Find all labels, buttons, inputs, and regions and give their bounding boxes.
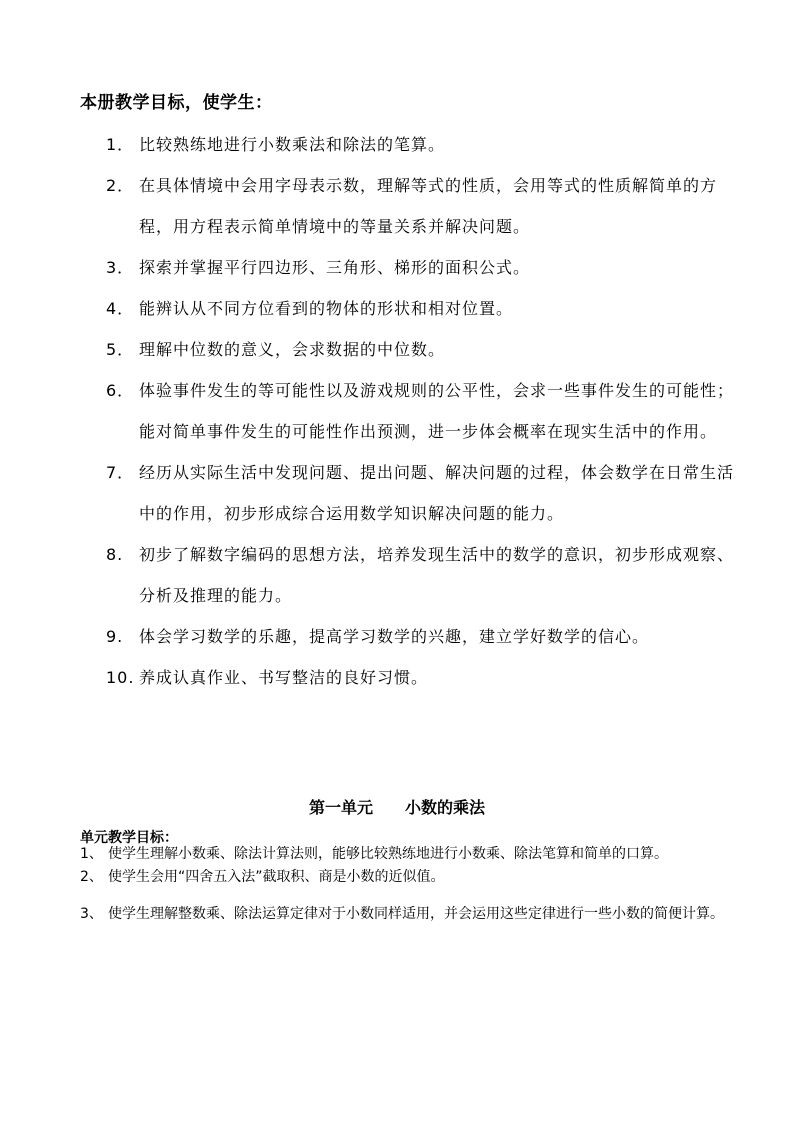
goal-number: 9. [106, 627, 124, 646]
unit-goal-number: 1、 [80, 846, 103, 862]
book-goals-heading: 本册教学目标，使学生： [80, 93, 273, 113]
goal-item [106, 165, 746, 247]
goal-number: 10. [106, 668, 135, 687]
unit-goal-number: 3、 [80, 906, 103, 922]
unit-goals-list [80, 845, 730, 923]
unit-goal-text: 使学生理解整数乘、除法运算定律对于小数同样适用，并会运用这些定律进行一些小数的简便计算。 [108, 906, 724, 922]
unit-goal-text: 使学生理解小数乘、除法计算法则，能够比较熟练地进行小数乘、除法笔算和简单的口算。 [108, 846, 668, 862]
goal-text: 探索并掌握平行四边形、三角形、梯形的面积公式。 [139, 258, 531, 277]
unit-goal-item [80, 905, 730, 923]
goal-item [106, 329, 746, 370]
goal-item [106, 370, 746, 452]
goal-item [106, 124, 746, 165]
book-goals-list [106, 124, 746, 698]
goal-item [106, 247, 746, 288]
goal-number: 8. [106, 545, 124, 564]
goal-text: 初步了解数字编码的思想方法，培养发现生活中的数学的意识，初步形成观察、分析及推理的能力。 [139, 545, 735, 605]
goal-item [106, 288, 746, 329]
goal-item [106, 616, 746, 657]
unit-goal-item [80, 868, 730, 886]
unit-goals-heading: 单元教学目标： [80, 830, 178, 846]
unit-goal-number: 2、 [80, 869, 103, 885]
goal-text: 体会学习数学的乐趣，提高学习数学的兴趣，建立学好数学的信心。 [139, 627, 650, 646]
goal-number: 4． [106, 299, 135, 318]
goal-number: 3． [106, 258, 135, 277]
goal-item [106, 452, 746, 534]
unit-goal-text: 使学生会用“四舍五入法”截取积、商是小数的近似值。 [108, 869, 445, 885]
goal-text: 比较熟练地进行小数乘法和除法的笔算。 [139, 135, 446, 154]
unit-title: 第一单元 小数的乘法 [308, 798, 485, 817]
goal-number: 2． [106, 176, 135, 195]
goal-number: 6． [106, 381, 135, 400]
goal-text: 理解中位数的意义，会求数据的中位数。 [139, 340, 446, 359]
goal-text: 经历从实际生活中发现问题、提出问题、解决问题的过程，体会数学在日常生活中的作用，初步形成综合运用数学知识解决问题的能力。 [139, 463, 735, 523]
goal-text: 养成认真作业、书写整洁的良好习惯。 [139, 668, 429, 687]
goal-text: 体验事件发生的等可能性以及游戏规则的公平性，会求一些事件发生的可能性；能对简单事件发生的可能性作出预测，进一步体会概率在现实生活中的作用。 [139, 381, 735, 441]
unit-goal-item [80, 845, 730, 863]
goal-item [106, 657, 746, 698]
goal-item [106, 534, 746, 616]
goal-number: 1． [106, 135, 135, 154]
goal-text: 能辨认从不同方位看到的物体的形状和相对位置。 [139, 299, 514, 318]
goal-text: 在具体情境中会用字母表示数，理解等式的性质，会用等式的性质解简单的方程，用方程表示简单情境中的等量关系并解决问题。 [139, 176, 718, 236]
goal-number: 7． [106, 463, 135, 482]
goal-number: 5． [106, 340, 135, 359]
